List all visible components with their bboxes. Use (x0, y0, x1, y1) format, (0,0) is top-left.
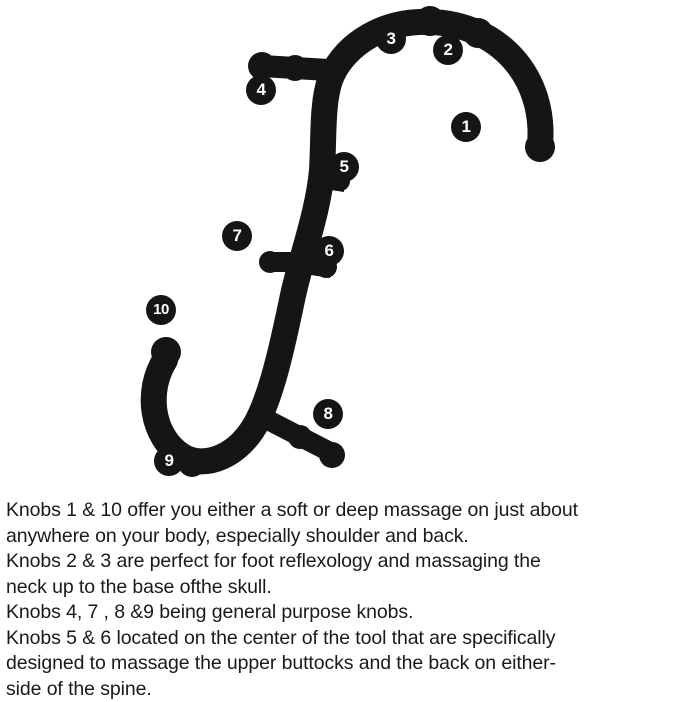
caption-line-5: Knobs 4, 7 , 8 &9 being general purpose knobs. (6, 600, 673, 626)
caption-line-8: side of the spine. (6, 677, 673, 702)
knob-nub-7 (259, 251, 296, 273)
caption-line-7: designed to massage the upper buttocks and the back on either- (6, 651, 673, 677)
knob-label-1: 1 (451, 112, 481, 142)
tool-body-shape (154, 22, 541, 461)
knob-bump-3 (415, 6, 445, 36)
caption-block (0, 498, 679, 702)
knob-bump-2 (463, 18, 493, 48)
caption-line-4: neck up to the base ofthe skull. (6, 575, 673, 601)
knob-label-2: 2 (433, 35, 463, 65)
caption-line-3: Knobs 2 & 3 are perfect for foot reflexology and massaging the (6, 549, 673, 575)
knob-label-9: 9 (154, 446, 184, 476)
knob-label-7: 7 (222, 221, 252, 251)
knob-label-4: 4 (246, 75, 276, 105)
knob-tip-10 (151, 337, 181, 367)
knob-tip-1 (525, 132, 555, 162)
caption-line-6: Knobs 5 & 6 located on the center of the tool that are specifically (6, 626, 673, 652)
knob-label-3: 3 (376, 24, 406, 54)
knob-label-6: 6 (314, 236, 344, 266)
knob-label-8: 8 (313, 399, 343, 429)
knob-label-5: 5 (329, 152, 359, 182)
caption-line-2: anywhere on your body, especially shoulder and back. (6, 524, 673, 550)
knob-label-10: 10 (146, 295, 176, 325)
caption-line-1: Knobs 1 & 10 offer you either a soft or deep massage on just about (6, 498, 673, 524)
